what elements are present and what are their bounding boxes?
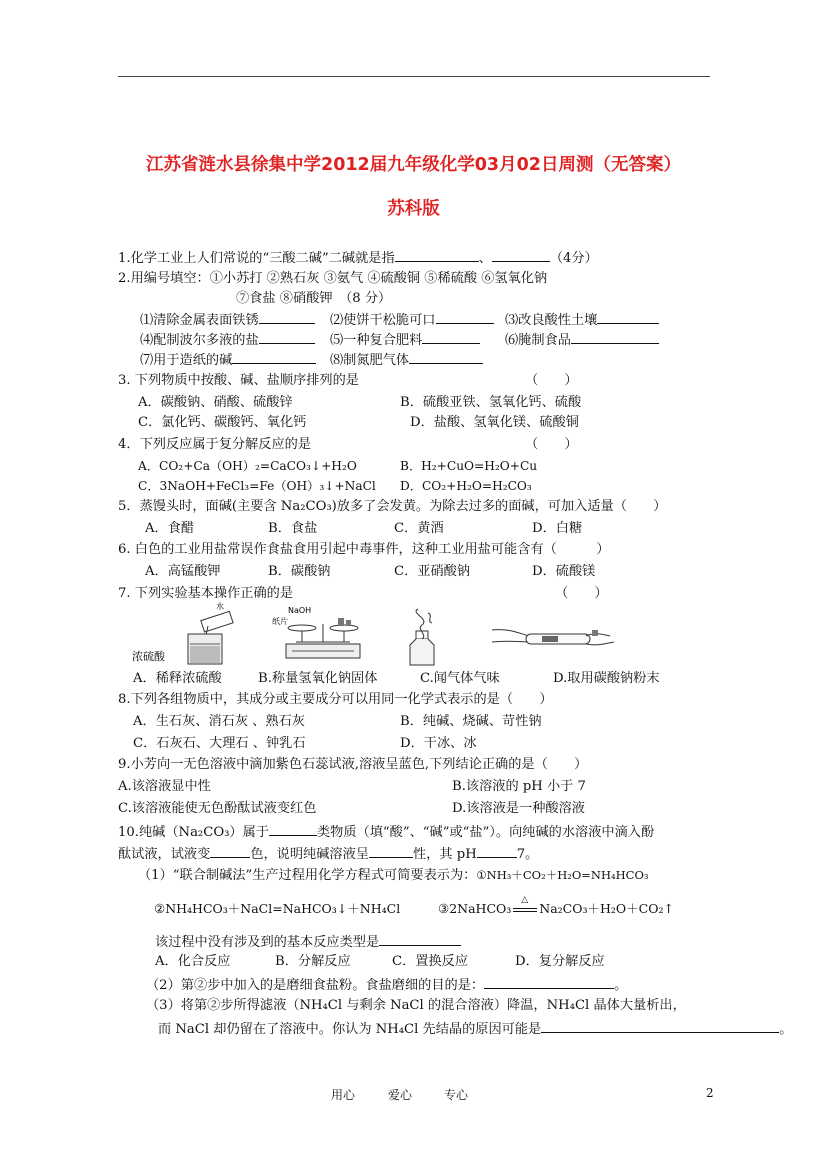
q7-option-a[interactable]: A．稀释浓硫酸: [133, 671, 222, 686]
q2-options-2: ⑦食盐 ⑧硝酸钾: [236, 291, 333, 306]
fig-acid-label: 浓硫酸: [132, 650, 165, 663]
question-1: [118, 249, 598, 267]
q9-option-a[interactable]: A.该溶液显中性: [118, 779, 211, 794]
q2-item-row-1: [140, 311, 315, 329]
q2-item-row-2: [140, 331, 315, 349]
q2-blank-2[interactable]: [436, 311, 494, 324]
q4-option-b[interactable]: B．H₂+CuO=H₂O+Cu: [400, 459, 538, 473]
q3-option-a[interactable]: A．碳酸钠、硝酸、硫酸锌: [138, 395, 293, 410]
q1-sep: 、: [478, 251, 492, 266]
fig-paper-label: 纸片: [272, 617, 288, 626]
q10-text-1b: 类物质（填“酸”、“碱”或“盐”）。向纯碱的水溶液中滴入酚: [316, 825, 655, 840]
q10-type-stem: 该过程中没有涉及到的基本反应类型是: [155, 935, 380, 950]
q5-option-b[interactable]: B．食盐: [268, 521, 318, 536]
q2-item-1: ⑴清除金属表面铁锈: [140, 313, 259, 328]
q2-options-1: ①小苏打 ②熟石灰 ③氨气 ④硫酸铜 ⑤稀硫酸 ⑥氢氧化钠: [209, 271, 548, 286]
q10-option-b[interactable]: B．分解反应: [275, 954, 351, 969]
q10-eq3-right: Na₂CO₃＋H₂O＋CO₂↑: [539, 901, 674, 916]
q10-blank-type[interactable]: [269, 823, 317, 836]
q2-blank-8[interactable]: [409, 351, 483, 364]
q8-option-b[interactable]: B．纯碱、烧碱、苛性钠: [400, 714, 542, 729]
q10-part2-end: 。: [614, 978, 628, 993]
q5-stem: 5．蒸馒头时，面碱(主要含 Na₂CO₃)放多了会发黄。为除去过多的面碱，可加入适量（ ）: [118, 499, 667, 514]
q10-equation-1: ①NH₃＋CO₂＋H₂O=NH₄HCO₃: [476, 868, 649, 882]
q10-type-question: [155, 933, 461, 951]
q10-text-2d: 7。: [516, 847, 539, 862]
q2-item-7: ⑺用于造纸的碱: [140, 353, 233, 368]
q10-part2: [146, 976, 627, 994]
page-title: 江苏省涟水县徐集中学2012届九年级化学03月02日周测（无答案）: [146, 155, 681, 175]
q10-equation-3: [438, 895, 674, 917]
q6-option-d[interactable]: D．硫酸镁: [532, 564, 596, 579]
q1-text: 1.化学工业上人们常说的“三酸二碱”二碱就是指: [118, 251, 395, 266]
q10-part1-text: [138, 867, 649, 884]
q2-item-3: ⑶改良酸性土壤: [505, 313, 598, 328]
q8-option-d[interactable]: D．干冰、冰: [400, 736, 477, 751]
question-2-options: [236, 291, 391, 307]
q9-option-d[interactable]: D.该溶液是一种酸溶液: [452, 801, 585, 816]
q2-item-2: ⑵使饼干松脆可口: [330, 313, 436, 328]
q3-stem: 3. 下列物质中按酸、碱、盐顺序排列的是: [118, 373, 359, 388]
q8-option-c[interactable]: C．石灰石、大理石 、钟乳石: [133, 736, 306, 751]
smell-gas-figure: [402, 605, 442, 667]
q7-paren[interactable]: （ ）: [555, 586, 608, 601]
powder-figure: [490, 620, 620, 660]
q9-stem: 9.小芳向一无色溶液中滴加紫色石蕊试液,溶液呈蓝色,下列结论正确的是（ ）: [118, 757, 588, 772]
q9-option-c[interactable]: C.该溶液能使无色酚酞试液变红色: [118, 801, 317, 816]
q10-blank-color[interactable]: [210, 845, 250, 858]
q2-item-6: ⑹腌制食品: [505, 333, 571, 348]
q10-eq3-arrow: [511, 895, 539, 917]
q4-option-c[interactable]: C．3NaOH+FeCl₃=Fe（OH）₃↓+NaCl: [138, 479, 376, 493]
q2-item-8: ⑻制氮肥气体: [330, 353, 410, 368]
q10-option-a[interactable]: A．化合反应: [155, 954, 231, 969]
fig-water-label: 水: [216, 602, 224, 611]
q2-blank-5[interactable]: [422, 331, 480, 344]
page-number: 2: [706, 1086, 714, 1100]
q10-eq3-left: ③2NaHCO₃: [438, 901, 512, 916]
q6-option-a[interactable]: A．高锰酸钾: [145, 564, 221, 579]
footer-right: 专心: [444, 1088, 469, 1102]
q2-item-5: ⑸一种复合肥料: [330, 333, 423, 348]
q6-option-c[interactable]: C．亚硝酸钠: [394, 564, 471, 579]
q7-option-b[interactable]: B.称量氢氧化钠固体: [258, 671, 378, 686]
q9-option-b[interactable]: B.该溶液的 pH 小于 7: [452, 779, 586, 794]
q2-blank-1[interactable]: [259, 311, 315, 324]
q2-blank-3[interactable]: [597, 311, 659, 324]
q2-item-row-3: [140, 351, 316, 369]
q3-option-d[interactable]: D．盐酸、氢氧化镁、硫酸铜: [410, 415, 579, 430]
q10-option-c[interactable]: C．置换反应: [392, 954, 469, 969]
q2-blank-7[interactable]: [232, 351, 316, 364]
q2-item-row-3b: [330, 351, 483, 369]
q1-blank-2[interactable]: [492, 249, 550, 262]
q2-points: （8 分）: [345, 291, 392, 306]
q10-line-2: [118, 845, 538, 863]
q10-part3-line1: （3）将第②步所得滤液（NH₄Cl 与剩余 NaCl 的混合溶液）降温，NH₄Cl 晶体大量析出，: [146, 998, 686, 1013]
question-2-stem: [118, 271, 547, 287]
q2-item-row-1b: [330, 311, 494, 329]
q10-text-1a: 10.纯碱（Na₂CO₃）属于: [118, 825, 269, 840]
footer-middle: 爱心: [388, 1088, 413, 1102]
q10-blank-reason[interactable]: [541, 1020, 779, 1033]
q3-option-c[interactable]: C．氯化钙、碳酸钙、氧化钙: [138, 415, 307, 430]
q10-part2-stem: （2）第②步中加入的是磨细食盐粉。食盐磨细的目的是：: [146, 978, 485, 993]
dilute-acid-figure: [130, 600, 240, 670]
q10-text-2c: 性，其 pH: [413, 847, 477, 862]
q10-equation-2: ②NH₄HCO₃＋NaCl=NaHCO₃↓＋NH₄Cl: [154, 901, 401, 916]
q7-option-c[interactable]: C.闻气体气味: [420, 671, 500, 686]
q10-blank-nature[interactable]: [369, 845, 413, 858]
header-rule: [118, 76, 710, 77]
q10-blank-ph[interactable]: [477, 845, 517, 858]
q6-option-b[interactable]: B．碳酸钠: [268, 564, 331, 579]
q10-part3-stem: 而 NaCl 却仍留在了溶液中。你认为 NH₄Cl 先结晶的原因可能是: [158, 1022, 542, 1037]
q4-paren[interactable]: （ ）: [525, 437, 578, 452]
q5-option-d[interactable]: D．白糖: [532, 521, 583, 536]
q3-paren[interactable]: （ ）: [525, 373, 578, 388]
q10-part3-end: 。: [779, 1022, 793, 1037]
q2-stem: 2.用编号填空：: [118, 271, 210, 286]
heat-symbol: △: [521, 895, 529, 905]
q8-stem: 8.下列各组物质中，其成分或主要成分可以用同一化学式表示的是（ ）: [118, 692, 553, 707]
page-subtitle: 苏科版: [387, 199, 440, 219]
q5-option-c[interactable]: C．黄酒: [394, 521, 444, 536]
q2-item-row-1c: [505, 311, 659, 329]
q10-blank-reaction-type[interactable]: [379, 933, 461, 946]
q2-item-4: ⑷配制波尔多液的盐: [140, 333, 259, 348]
q10-blank-purpose[interactable]: [484, 976, 614, 989]
q10-line-1: [118, 823, 654, 841]
q7-option-d[interactable]: D.取用碳酸钠粉末: [553, 671, 660, 686]
q4-option-a[interactable]: A．CO₂+Ca（OH）₂=CaCO₃↓+H₂O: [138, 459, 357, 473]
q4-stem: 4．下列反应属于复分解反应的是: [118, 437, 312, 452]
q2-item-row-2c: [505, 331, 659, 349]
q10-text-2a: 酞试液，试液变: [118, 847, 211, 862]
q2-blank-6[interactable]: [571, 331, 659, 344]
q10-option-d[interactable]: D．复分解反应: [515, 954, 605, 969]
q10-part1-stem: （1）“联合制碱法”生产过程用化学方程式可简要表示为：: [138, 868, 477, 883]
q3-option-b[interactable]: B．硫酸亚铁、氢氧化钙、硫酸: [400, 395, 582, 410]
q2-item-row-2b: [330, 331, 480, 349]
q6-stem: 6. 白色的工业用盐常误作食盐食用引起中毒事件，这种工业用盐可能含有（ ）: [118, 542, 610, 557]
q1-points: （4分）: [549, 251, 598, 266]
fig-naoh-label: NaOH: [288, 606, 312, 615]
balance-figure: [272, 606, 372, 668]
q4-option-d[interactable]: D．CO₂+H₂O=H₂CO₃: [400, 479, 532, 493]
q10-part3-line2: [158, 1020, 792, 1038]
q8-option-a[interactable]: A．生石灰、消石灰 、熟石灰: [133, 714, 305, 729]
q2-blank-4[interactable]: [259, 331, 315, 344]
q10-text-2b: 色，说明纯碱溶液呈: [250, 847, 369, 862]
q5-option-a[interactable]: A．食醋: [145, 521, 195, 536]
q7-stem: 7. 下列实验基本操作正确的是: [118, 586, 294, 601]
footer-left: 用心: [331, 1088, 356, 1102]
q1-blank-1[interactable]: [395, 249, 479, 262]
